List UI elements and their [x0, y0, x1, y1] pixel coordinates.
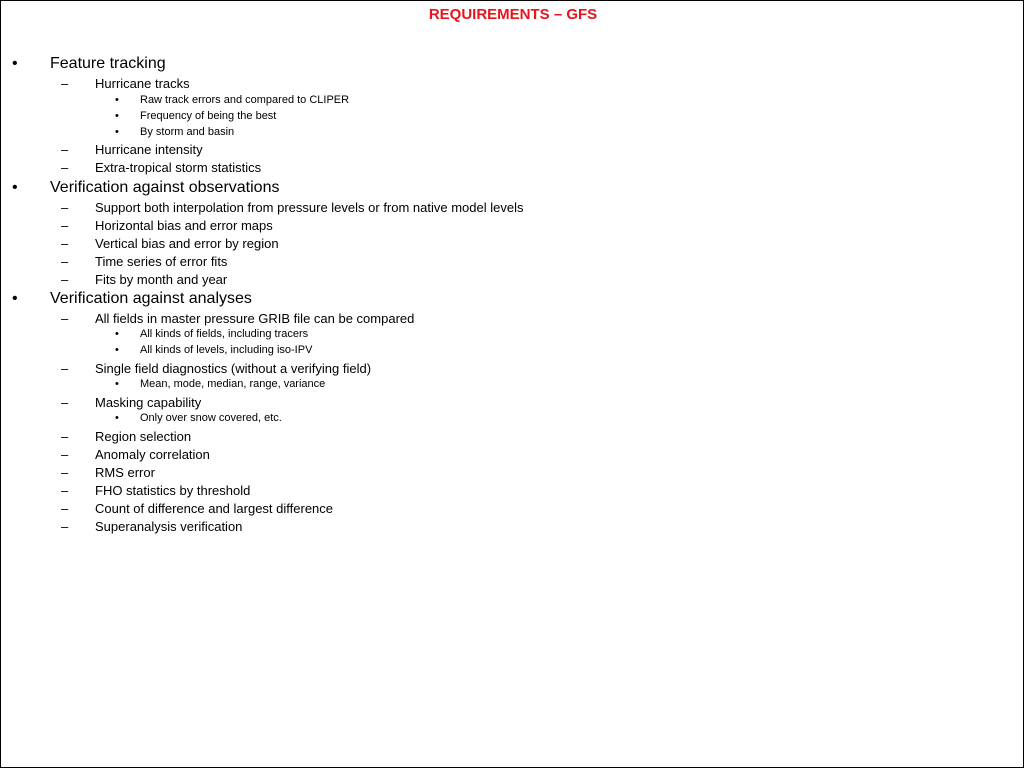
- bullet-mark: •: [12, 55, 18, 72]
- bullet-text: All kinds of levels, including iso-IPV: [140, 344, 313, 356]
- dash-mark: –: [61, 483, 69, 498]
- bullet-text: RMS error: [95, 465, 155, 480]
- dash-mark: –: [61, 218, 69, 233]
- bullet-all-kinds-levels: [115, 344, 313, 356]
- bullet-mark: •: [115, 378, 119, 390]
- dash-mark: –: [61, 160, 69, 175]
- bullet-text: Superanalysis verification: [95, 519, 243, 534]
- bullet-text: Extra-tropical storm statistics: [95, 160, 262, 175]
- bullet-text: Feature tracking: [50, 55, 166, 72]
- bullet-mark: •: [12, 179, 18, 196]
- bullet-vertical-bias: [61, 236, 279, 251]
- bullet-text: FHO statistics by threshold: [95, 483, 251, 498]
- bullet-mark: •: [115, 126, 119, 138]
- bullet-rms-error: [61, 465, 155, 480]
- dash-mark: –: [61, 395, 69, 410]
- bullet-text: Support both interpolation from pressure levels or from native model levels: [95, 200, 524, 215]
- bullet-count-diff: [61, 501, 334, 516]
- bullet-text: Verification against analyses: [50, 290, 252, 307]
- bullet-text: Anomaly correlation: [95, 447, 210, 462]
- bullet-mark: •: [115, 412, 119, 424]
- bullet-text: Only over snow covered, etc.: [140, 412, 282, 424]
- bullet-text: Masking capability: [95, 395, 202, 410]
- dash-mark: –: [61, 429, 69, 444]
- bullet-mark: •: [115, 344, 119, 356]
- bullet-feature-tracking: [12, 55, 166, 72]
- bullet-text: Region selection: [95, 429, 192, 444]
- bullet-horizontal-bias: [61, 218, 273, 233]
- bullet-region-selection: [61, 429, 192, 444]
- bullet-fho-stats: [61, 483, 251, 498]
- slide-title: REQUIREMENTS – GFS: [428, 6, 598, 23]
- dash-mark: –: [61, 501, 69, 516]
- dash-mark: –: [61, 272, 69, 287]
- bullet-verif-analyses: [12, 290, 252, 307]
- bullet-text: Vertical bias and error by region: [95, 236, 279, 251]
- bullet-time-series: [61, 254, 228, 269]
- bullet-text: Frequency of being the best: [140, 110, 277, 122]
- bullet-single-field-diag: [61, 361, 372, 376]
- bullet-mean-mode: [115, 378, 326, 390]
- bullet-mark: •: [115, 328, 119, 340]
- bullet-text: Hurricane tracks: [95, 76, 190, 91]
- bullet-fits-month-year: [61, 272, 228, 287]
- bullet-text: By storm and basin: [140, 126, 235, 138]
- bullet-masking: [61, 395, 202, 410]
- bullet-text: Hurricane intensity: [95, 142, 203, 157]
- bullet-anomaly-corr: [61, 447, 210, 462]
- bullet-all-fields-grib: [61, 311, 415, 326]
- bullet-text: Time series of error fits: [95, 254, 228, 269]
- dash-mark: –: [61, 76, 69, 91]
- bullet-mark: •: [115, 94, 119, 106]
- bullet-text: Horizontal bias and error maps: [95, 218, 273, 233]
- dash-mark: –: [61, 254, 69, 269]
- dash-mark: –: [61, 236, 69, 251]
- dash-mark: –: [61, 311, 69, 326]
- dash-mark: –: [61, 519, 69, 534]
- bullet-superanalysis: [61, 519, 243, 534]
- dash-mark: –: [61, 200, 69, 215]
- bullet-mark: •: [115, 110, 119, 122]
- dash-mark: –: [61, 447, 69, 462]
- bullet-support-interp: [61, 200, 524, 215]
- bullet-extratropical: [61, 160, 262, 175]
- bullet-text: Mean, mode, median, range, variance: [140, 378, 326, 390]
- bullet-hurricane-intensity: [61, 142, 203, 157]
- bullet-text: Count of difference and largest difference: [95, 501, 334, 516]
- dash-mark: –: [61, 361, 69, 376]
- bullet-by-storm-basin: [115, 126, 235, 138]
- bullet-mark: •: [12, 290, 18, 307]
- bullet-all-kinds-fields: [115, 328, 309, 340]
- bullet-text: All fields in master pressure GRIB file can be compared: [95, 311, 415, 326]
- bullet-raw-track-errors: [115, 94, 350, 106]
- bullet-frequency-best: [115, 110, 277, 122]
- bullet-text: Raw track errors and compared to CLIPER: [140, 94, 350, 106]
- dash-mark: –: [61, 465, 69, 480]
- bullet-text: Fits by month and year: [95, 272, 228, 287]
- bullet-only-over-snow: [115, 412, 282, 424]
- bullet-hurricane-tracks: [61, 76, 190, 91]
- bullet-text: Verification against observations: [50, 179, 280, 196]
- dash-mark: –: [61, 142, 69, 157]
- bullet-text: Single field diagnostics (without a verifying field): [95, 361, 372, 376]
- bullet-text: All kinds of fields, including tracers: [140, 328, 309, 340]
- bullet-verif-observations: [12, 179, 280, 196]
